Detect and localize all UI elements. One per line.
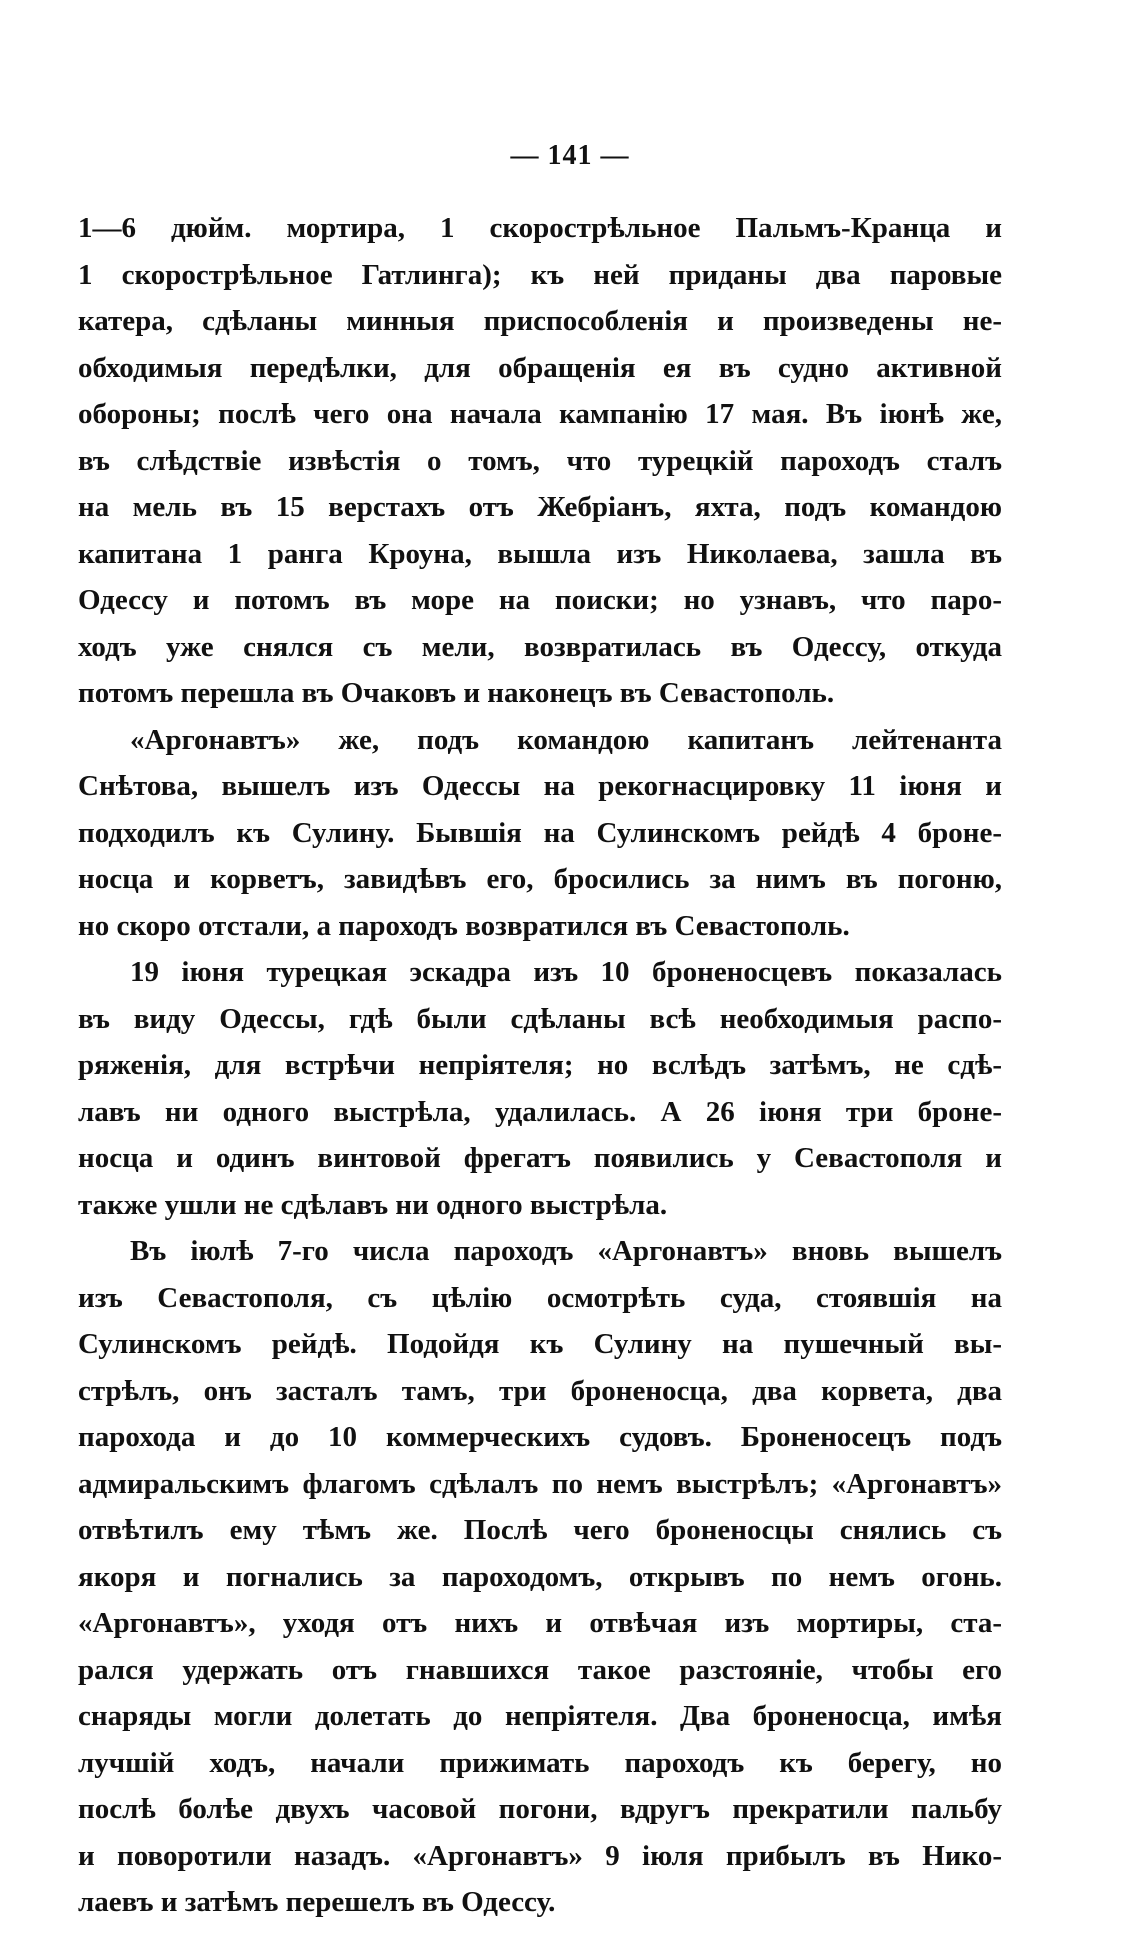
text-line: потомъ перешла въ Очаковъ и наконецъ въ Севастополь. bbox=[78, 677, 835, 709]
text-line: парохода и до 10 коммерческихъ судовъ. Броненосецъ подъ bbox=[78, 1421, 1002, 1453]
text-line: подходилъ къ Сулину. Бывшія на Сулинскомъ рейдѣ 4 броне- bbox=[78, 816, 1002, 849]
text-line: рался удержать отъ гнавшихся такое разстояніе, чтобы его bbox=[78, 1653, 1002, 1686]
text-line: на мель въ 15 верстахъ отъ Жебріанъ, яхта, подъ командою bbox=[78, 491, 1002, 523]
text-line: лавъ ни одного выстрѣла, удалилась. А 26 іюня три броне- bbox=[78, 1095, 1002, 1128]
text-line: 1 скорострѣльное Гатлинга); къ ней приданы два паровые bbox=[78, 258, 1002, 291]
paragraph-4 bbox=[78, 1228, 1002, 1926]
text-line: и поворотили назадъ. «Аргонавтъ» 9 іюля прибылъ въ Нико- bbox=[78, 1839, 1002, 1872]
text-line: въ слѣдствіе извѣстія о томъ, что турецкій пароходъ сталъ bbox=[78, 444, 1002, 477]
text-line: лаевъ и затѣмъ перешелъ въ Одессу. bbox=[78, 1886, 556, 1918]
text-line: также ушли не сдѣлавъ ни одного выстрѣла. bbox=[78, 1188, 668, 1221]
text-line: лучшій ходъ, начали прижимать пароходъ къ берегу, но bbox=[78, 1746, 1002, 1779]
text-line: «Аргонавтъ», уходя отъ нихъ и отвѣчая изъ мортиры, ста- bbox=[78, 1607, 1002, 1639]
text-line: адмиральскимъ флагомъ сдѣлалъ по немъ выстрѣлъ; «Аргонавтъ» bbox=[78, 1467, 1002, 1500]
text-line: но скоро отстали, а пароходъ возвратился въ Севастополь. bbox=[78, 909, 850, 942]
text-line: обороны; послѣ чего она начала кампанію 17 мая. Въ іюнѣ же, bbox=[78, 398, 1002, 430]
paragraph-2 bbox=[78, 717, 1002, 950]
text-line: носца и одинъ винтовой фрегатъ появились у Севастополя и bbox=[78, 1142, 1002, 1174]
text-line: Сулинскомъ рейдѣ. Подойдя къ Сулину на пушечный вы- bbox=[78, 1328, 1002, 1360]
text-line: Снѣтова, вышелъ изъ Одессы на рекогнасцировку 11 іюня и bbox=[78, 770, 1002, 802]
text-line: капитана 1 ранга Кроуна, вышла изъ Николаева, зашла въ bbox=[78, 537, 1002, 570]
text-line: Въ іюлѣ 7-го числа пароходъ «Аргонавтъ» вновь вышелъ bbox=[130, 1235, 1002, 1267]
text-line: изъ Севастополя, съ цѣлію осмотрѣть суда, стоявшія на bbox=[78, 1281, 1002, 1314]
text-line: носца и корветъ, завидѣвъ его, бросились за нимъ въ погоню, bbox=[78, 863, 1002, 895]
text-line: ряженія, для встрѣчи непріятеля; но вслѣдъ затѣмъ, не сдѣ- bbox=[78, 1049, 1002, 1081]
text-line: отвѣтилъ ему тѣмъ же. Послѣ чего броненосцы снялись съ bbox=[78, 1514, 1002, 1546]
paragraph-1 bbox=[78, 205, 1002, 717]
text-line: 1—6 дюйм. мортира, 1 скорострѣльное Пальмъ-Кранца и bbox=[78, 212, 1002, 244]
text-line: снаряды могли долетать до непріятеля. Два броненосца, имѣя bbox=[78, 1700, 1002, 1732]
paragraph-3 bbox=[78, 949, 1002, 1228]
text-line: послѣ болѣе двухъ часовой погони, вдругъ прекратили пальбу bbox=[78, 1793, 1002, 1825]
text-line: обходимыя передѣлки, для обращенія ея въ судно активной bbox=[78, 351, 1002, 384]
text-line: якоря и погнались за пароходомъ, открывъ по немъ огонь. bbox=[78, 1560, 1002, 1593]
text-line: «Аргонавтъ» же, подъ командою капитанъ лейтенанта bbox=[130, 723, 1002, 756]
text-line: 19 іюня турецкая эскадра изъ 10 броненосцевъ показалась bbox=[130, 956, 1002, 988]
body-text bbox=[78, 205, 1002, 1926]
page-number: — 141 — bbox=[510, 140, 630, 171]
text-line: Одессу и потомъ въ море на поиски; но узнавъ, что паро- bbox=[78, 584, 1002, 616]
text-line: катера, сдѣланы минныя приспособленія и произведены не- bbox=[78, 305, 1002, 337]
text-line: въ виду Одессы, гдѣ были сдѣланы всѣ необходимыя распо- bbox=[78, 1002, 1002, 1035]
text-line: ходъ уже снялся съ мели, возвратилась въ Одессу, откуда bbox=[78, 630, 1002, 663]
text-line: стрѣлъ, онъ засталъ тамъ, три броненосца, два корвета, два bbox=[78, 1374, 1002, 1407]
